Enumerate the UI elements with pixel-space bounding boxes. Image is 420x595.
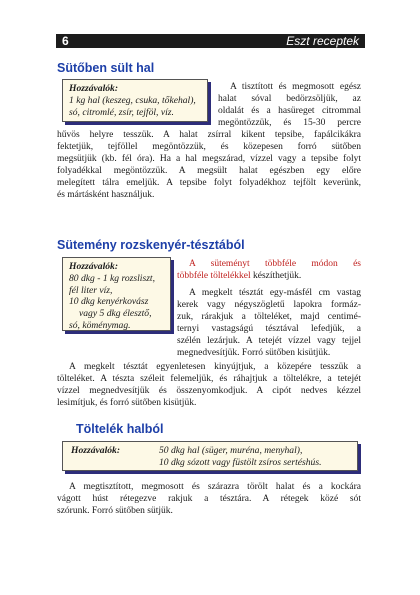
ingredient-line: fél liter víz, bbox=[69, 284, 113, 296]
text-line: A megtisztított, megmosott és szárazra törölt halat és a kockára bbox=[69, 482, 361, 492]
running-header bbox=[56, 34, 365, 48]
text-line: tölteléket. A tészta széleit felemeljük, és ráhajtjuk a töltelékre, a tetejét bbox=[57, 374, 361, 384]
text-fragment: készíthetjük. bbox=[250, 271, 302, 281]
ingredients-box bbox=[62, 257, 171, 331]
text-line: vízzel megnedvesítjük és összenyomkodjuk. A cipót nedves kézzel bbox=[57, 386, 361, 396]
recipe-title: Töltelék halból bbox=[76, 422, 164, 436]
text-line: megnedvesítjük. Forró sütőben kisütjük. bbox=[177, 348, 331, 358]
text-line: A megkelt tésztát egyenletesen kinyújtjuk, a közepére tesszük a bbox=[69, 362, 361, 372]
running-title: Eszt receptek bbox=[286, 34, 359, 48]
ingredient-line: 50 dkg hal (süger, muréna, menyhal), bbox=[159, 445, 303, 456]
highlight-line: A süteményt többféle módon és bbox=[189, 259, 361, 269]
text-line: megsütjük (kb. fél óra). Ha a hal megszárad, vízzel vagy a tepsibe folyt bbox=[57, 154, 361, 164]
text-line: ternyi vastagságú tésztával lefedjük, a bbox=[177, 324, 361, 334]
page-number: 6 bbox=[62, 34, 69, 48]
ingredients-label: Hozzávalók: bbox=[69, 83, 119, 94]
recipe-text bbox=[57, 361, 361, 409]
recipe-text bbox=[57, 129, 361, 201]
text-line: szórunk. Forró sütőben sütjük. bbox=[57, 506, 173, 516]
ingredient-line: 10 dkg kenyérkovász bbox=[69, 296, 149, 308]
text-line: szélén lezárjuk. A tetejét vízzel vagy tejjel bbox=[177, 336, 361, 346]
text-line: és mártásként használjuk. bbox=[57, 190, 155, 200]
recipe-text-side bbox=[177, 258, 361, 359]
text-line bbox=[177, 270, 361, 282]
text-line: oldalát és a hasüreget citrommal bbox=[218, 106, 361, 116]
recipe-title: Sütemény rozskenyér-tésztából bbox=[57, 238, 245, 252]
text-line: hűvös helyre tesszük. A halat zsírral kikent tepsibe, fapálcikákra bbox=[57, 130, 361, 140]
ingredients-box bbox=[62, 79, 208, 122]
ingredient-line: 80 dkg - 1 kg rozsliszt, bbox=[69, 272, 155, 284]
text-line: vágott húst rétegezve rakjuk a tésztára. A rétegek közé sót bbox=[57, 494, 361, 504]
ingredients-label: Hozzávalók: bbox=[69, 261, 119, 272]
recipe-text-side bbox=[218, 81, 361, 129]
ingredients-label: Hozzávalók: bbox=[71, 445, 121, 456]
text-line: lesimítjuk, és forró sütőben kisütjük. bbox=[57, 398, 197, 408]
ingredient-line: 10 dkg sózott vagy füstölt zsíros sertéshús. bbox=[159, 457, 322, 468]
highlight-text: többféle töltelékkel bbox=[177, 271, 251, 281]
text-line: A megkelt tésztát egy-másfél cm vastag bbox=[189, 288, 361, 298]
text-line: folyadékkal megöntözzük. A megsült halat egészben egy előre bbox=[57, 166, 361, 176]
ingredient-line: 1 kg hal (keszeg, csuka, tőkehal), bbox=[69, 94, 196, 106]
text-line: zuk, rárakjuk a tölteléket, majd centimé- bbox=[177, 312, 361, 322]
ingredients-box bbox=[62, 441, 358, 471]
text-line: kerek vagy négyszögletű lapokra formáz- bbox=[177, 300, 361, 310]
text-line: A tisztított és megmosott egész bbox=[230, 82, 361, 92]
ingredient-line: só, köménymag. bbox=[69, 319, 131, 331]
text-line: halat sóval bedörzsöljük, az bbox=[218, 94, 361, 104]
text-line: melegített tálra emeljük. A tepsibe folyt folyadékhoz tejfölt keverünk, bbox=[57, 178, 361, 188]
ingredient-line: só, citromlé, zsír, tejföl, víz. bbox=[69, 106, 174, 118]
recipe-text bbox=[57, 481, 361, 517]
recipe-title: Sütőben sült hal bbox=[57, 61, 155, 75]
text-line: fektetjük, tejföllel megöntözzük, és közepesen forró sütőben bbox=[57, 142, 361, 152]
text-line: megöntözzük, és 15-30 percre bbox=[218, 118, 361, 128]
ingredient-line: vagy 5 dkg élesztő, bbox=[79, 308, 152, 320]
